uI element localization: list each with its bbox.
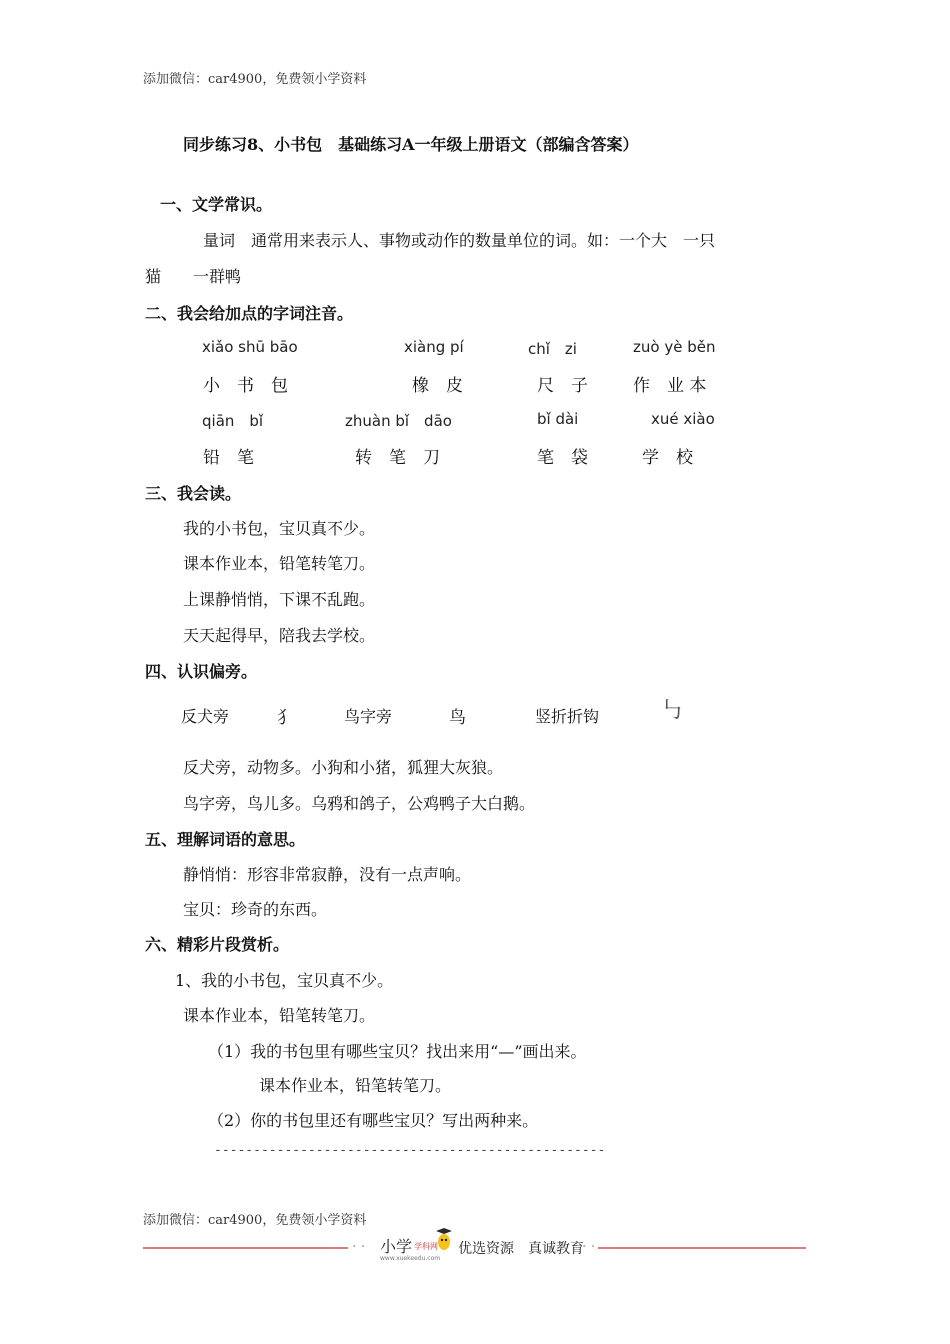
page-title: 同步练习8、小书包 基础练习A一年级上册语文（部编含答案） xyxy=(183,135,639,154)
radical-glyph-niao: 鸟 xyxy=(449,708,466,728)
pinyin-chizi: chǐ zi xyxy=(528,340,577,358)
answer-1: 课本作业本，铅笔转笔刀。 xyxy=(259,1076,452,1095)
section-1-heading: 一、文学常识。 xyxy=(160,195,273,214)
radical-glyph-shuzhezhegou: ㇉ xyxy=(660,696,684,724)
question-2: （2）你的书包里还有哪些宝贝？写出两种来。 xyxy=(208,1111,539,1130)
section-1-line-1: 量词 通常用来表示人、事物或动作的数量单位的词。如：一个大 一只 xyxy=(203,231,716,250)
radical-name-shuzhezhegou: 竖折折钩 xyxy=(535,707,600,726)
footer-rule-right xyxy=(598,1247,806,1249)
footer-dots-right: · · xyxy=(582,1239,596,1255)
footer-rule-left xyxy=(143,1247,348,1249)
answer-blank-line: -------------------------------------------------- xyxy=(214,1143,606,1158)
passage-line-1: 1、我的小书包，宝贝真不少。 xyxy=(175,971,394,990)
logo-main-text: 小学 xyxy=(380,1237,413,1256)
logo-url: www.xuekeedu.com xyxy=(380,1255,441,1262)
chars-xiangpi: 橡 皮 xyxy=(412,376,463,396)
chars-zuoyeben: 作 业 本 xyxy=(633,376,707,396)
radical-glyph-quan: 犭 xyxy=(277,708,294,728)
chars-xiaoshubao: 小 书 包 xyxy=(203,376,288,396)
pinyin-zhuanbidao: zhuàn bǐ dāo xyxy=(345,412,452,430)
section-3-heading: 三、我会读。 xyxy=(145,484,242,503)
pinyin-xiangpi: xiàng pí xyxy=(404,338,464,356)
footer-note: 添加微信：car4900，免费领小学资料 xyxy=(143,1213,367,1228)
footer-dots-left: · · xyxy=(352,1239,366,1255)
section-2-heading: 二、我会给加点的字词注音。 xyxy=(145,304,354,323)
section-6-heading: 六、精彩片段赏析。 xyxy=(145,935,290,954)
pinyin-qianbi: qiān bǐ xyxy=(202,412,264,430)
radical-rhyme-2: 鸟字旁，鸟儿多。乌鸦和鸽子，公鸡鸭子大白鹅。 xyxy=(183,794,536,813)
section-5-heading: 五、理解词语的意思。 xyxy=(145,830,306,849)
section-1-line-2: 猫 一群鸭 xyxy=(145,267,242,286)
pinyin-xiaoshubao: xiǎo shū bāo xyxy=(202,338,298,356)
pinyin-xuexiao: xué xiào xyxy=(651,410,715,428)
chars-xuexiao: 学 校 xyxy=(642,448,693,468)
logo-sub-text: 学科网 xyxy=(414,1242,438,1251)
radical-name-quanzipang: 反犬旁 xyxy=(181,707,230,726)
chars-qianbi: 铅 笔 xyxy=(203,448,254,468)
chars-bidai: 笔 袋 xyxy=(537,448,588,468)
chars-chizi: 尺 子 xyxy=(537,376,588,396)
pinyin-bidai: bǐ dài xyxy=(537,410,579,428)
poem-line-3: 上课静悄悄，下课不乱跑。 xyxy=(183,590,376,609)
poem-line-2: 课本作业本，铅笔转笔刀。 xyxy=(183,554,376,573)
footer-slogan: 优选资源 真诚教育 xyxy=(458,1241,584,1257)
question-1: （1）我的书包里有哪些宝贝？找出来用“—”画出来。 xyxy=(208,1042,587,1061)
section-4-heading: 四、认识偏旁。 xyxy=(145,662,258,681)
radical-rhyme-1: 反犬旁，动物多。小狗和小猪，狐狸大灰狼。 xyxy=(183,758,504,777)
footer-logo xyxy=(380,1228,454,1264)
poem-line-4: 天天起得早，陪我去学校。 xyxy=(183,626,376,645)
radical-name-niaozipang: 鸟字旁 xyxy=(344,707,393,726)
header-note: 添加微信：car4900，免费领小学资料 xyxy=(143,72,367,87)
pinyin-zuoyeben: zuò yè běn xyxy=(633,338,716,356)
mascot-icon xyxy=(436,1228,452,1256)
passage-line-2: 课本作业本，铅笔转笔刀。 xyxy=(183,1006,376,1025)
definition-baobei: 宝贝：珍奇的东西。 xyxy=(183,900,328,919)
poem-line-1: 我的小书包，宝贝真不少。 xyxy=(183,519,376,538)
chars-zhuanbidao: 转 笔 刀 xyxy=(355,448,440,468)
definition-jingqiaoqiao: 静悄悄：形容非常寂静，没有一点声响。 xyxy=(183,865,472,884)
